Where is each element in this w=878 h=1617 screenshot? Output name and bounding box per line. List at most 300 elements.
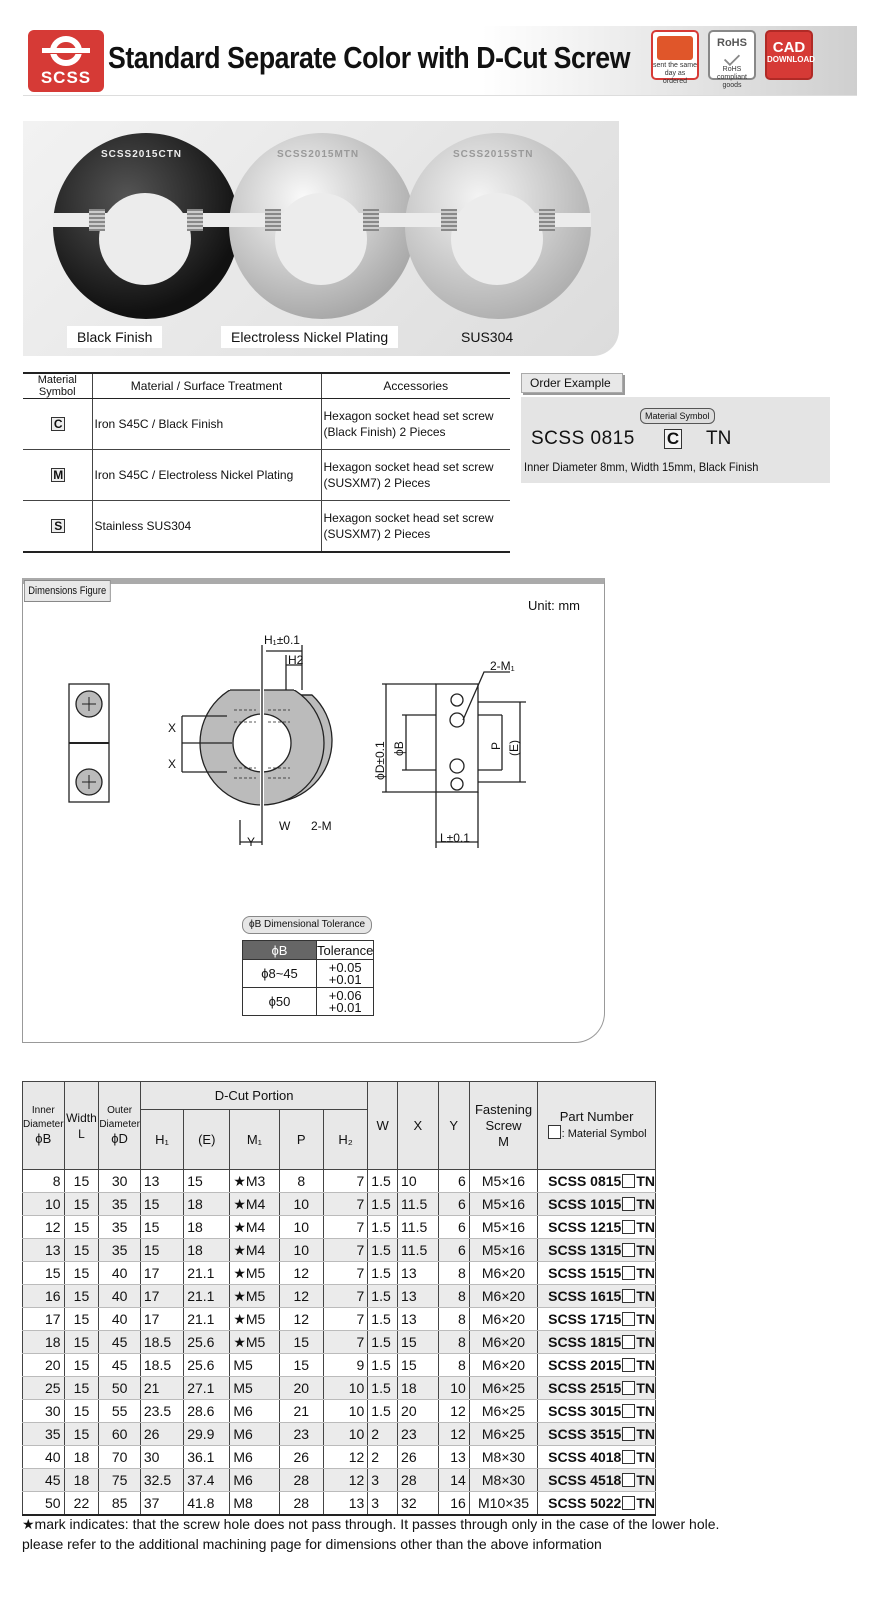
cell-p: 21 [279, 1400, 323, 1423]
dim-w: W [279, 819, 291, 833]
cell-b: 25 [23, 1377, 65, 1400]
cell-e: 36.1 [184, 1446, 230, 1469]
rohs-label: RoHS [717, 37, 747, 49]
cell-h1: 32.5 [140, 1469, 183, 1492]
col-h2: H₂ [323, 1110, 367, 1170]
cell-d: 40 [99, 1262, 141, 1285]
dim-d: ϕD±0.1 [373, 741, 387, 780]
cell-p: 26 [279, 1446, 323, 1469]
cell-b: 20 [23, 1354, 65, 1377]
scss-logo [28, 30, 104, 92]
logo-bar [42, 48, 90, 53]
cell-y: 6 [438, 1193, 469, 1216]
cell-d: 30 [99, 1170, 141, 1193]
cell-screw: M5×16 [469, 1193, 537, 1216]
cell-l: 15 [64, 1400, 99, 1423]
cell-screw: M6×25 [469, 1377, 537, 1400]
material-cell: Stainless SUS304 [92, 501, 321, 552]
cell-d: 85 [99, 1492, 141, 1515]
cell-h1: 15 [140, 1193, 183, 1216]
cell-p: 10 [279, 1216, 323, 1239]
cell-e: 27.1 [184, 1377, 230, 1400]
col-material-symbol: Material Symbol [23, 373, 92, 399]
cell-b: 12 [23, 1216, 65, 1239]
cell-y: 8 [438, 1354, 469, 1377]
cell-p: 8 [279, 1170, 323, 1193]
cell-w: 3 [368, 1492, 398, 1515]
cell-l: 15 [64, 1239, 99, 1262]
page-title: Standard Separate Color with D-Cut Screw [108, 40, 631, 75]
cad-download-button[interactable] [765, 30, 813, 80]
cell-w: 1.5 [368, 1193, 398, 1216]
cell-m1: ★M3 [230, 1170, 279, 1193]
cell-w: 1.5 [368, 1354, 398, 1377]
cell-x: 20 [398, 1400, 438, 1423]
table-row [23, 1331, 656, 1354]
cell-w: 1.5 [368, 1239, 398, 1262]
cell-w: 2 [368, 1423, 398, 1446]
table-row [23, 1492, 656, 1515]
symbol-box [622, 1312, 635, 1326]
cell-h1: 30 [140, 1446, 183, 1469]
cell-y: 12 [438, 1423, 469, 1446]
cell-b: 50 [23, 1492, 65, 1515]
cell-m1: M6 [230, 1423, 279, 1446]
cell-x: 15 [398, 1331, 438, 1354]
engraving-black: SCSS2015CTN [101, 149, 183, 160]
cell-e: 28.6 [184, 1400, 230, 1423]
cell-p: 20 [279, 1377, 323, 1400]
engraving-sus: SCSS2015STN [453, 149, 534, 160]
order-symbol-label: Material Symbol [640, 408, 715, 424]
cell-screw: M6×20 [469, 1308, 537, 1331]
cell-e: 18 [184, 1239, 230, 1262]
cell-part-number: SCSS 3015 TN [538, 1400, 656, 1423]
cell-d: 50 [99, 1377, 141, 1400]
cell-h1: 23.5 [140, 1400, 183, 1423]
dim-m: 2-M [311, 819, 332, 833]
cell-h1: 18.5 [140, 1331, 183, 1354]
cell-part-number: SCSS 1815 TN [538, 1331, 656, 1354]
cell-h2: 10 [323, 1400, 367, 1423]
cell-x: 11.5 [398, 1216, 438, 1239]
table-row [23, 1423, 656, 1446]
cell-w: 2 [368, 1446, 398, 1469]
cell-d: 35 [99, 1239, 141, 1262]
cell-x: 13 [398, 1262, 438, 1285]
table-row [23, 1354, 656, 1377]
cell-y: 8 [438, 1308, 469, 1331]
cell-h2: 13 [323, 1492, 367, 1515]
cell-part-number: SCSS 0815 TN [538, 1170, 656, 1193]
symbol-box [622, 1404, 635, 1418]
table-row [23, 1308, 656, 1331]
cell-h2: 7 [323, 1308, 367, 1331]
cell-m1: M8 [230, 1492, 279, 1515]
collar-black [53, 133, 239, 323]
cell-e: 37.4 [184, 1469, 230, 1492]
order-example-tag: Order Example [521, 373, 623, 393]
dim-m1: 2-M₁ [490, 659, 515, 673]
cell-e: 29.9 [184, 1423, 230, 1446]
table-row [23, 1377, 656, 1400]
cell-x: 26 [398, 1446, 438, 1469]
col-w: W [368, 1082, 398, 1170]
cell-b: 45 [23, 1469, 65, 1492]
collar-sus [405, 133, 591, 323]
cell-l: 15 [64, 1423, 99, 1446]
table-row [23, 1170, 656, 1193]
cell-b: 40 [23, 1446, 65, 1469]
note-machining: please refer to the additional machining page for dimensions other than the above information [22, 1536, 602, 1552]
cell-p: 28 [279, 1469, 323, 1492]
cell-y: 8 [438, 1285, 469, 1308]
cell-y: 6 [438, 1170, 469, 1193]
dim-h2: H2 [288, 653, 304, 667]
col-outer: Outer Diameter ϕD [99, 1082, 141, 1170]
spec-table [22, 1081, 656, 1516]
tol-range: ϕ50 [243, 988, 317, 1016]
cell-w: 1.5 [368, 1331, 398, 1354]
symbol-box [622, 1220, 635, 1234]
table-row [23, 1193, 656, 1216]
tolerance-row: ϕ50 +0.06 +0.01 [243, 988, 374, 1016]
logo-text: SCSS [40, 68, 92, 87]
symbol-box [622, 1450, 635, 1464]
cell-h1: 21 [140, 1377, 183, 1400]
col-screw: Fastening Screw M [469, 1082, 537, 1170]
symbol-badge: S [51, 519, 65, 533]
cell-l: 18 [64, 1446, 99, 1469]
cell-b: 30 [23, 1400, 65, 1423]
table-row [23, 1285, 656, 1308]
symbol-box [622, 1289, 635, 1303]
symbol-box [622, 1266, 635, 1280]
cell-d: 45 [99, 1331, 141, 1354]
cell-l: 15 [64, 1193, 99, 1216]
cell-h2: 10 [323, 1377, 367, 1400]
cell-screw: M6×25 [469, 1400, 537, 1423]
cell-part-number: SCSS 1215 TN [538, 1216, 656, 1239]
cell-e: 21.1 [184, 1308, 230, 1331]
cell-y: 8 [438, 1262, 469, 1285]
cell-y: 16 [438, 1492, 469, 1515]
symbol-box [622, 1174, 635, 1188]
accessories-cell: Hexagon socket head set screw (SUSXM7) 2 Pieces [321, 501, 510, 552]
cell-y: 10 [438, 1377, 469, 1400]
cell-w: 1.5 [368, 1216, 398, 1239]
cell-p: 23 [279, 1423, 323, 1446]
cell-y: 6 [438, 1239, 469, 1262]
cell-l: 15 [64, 1170, 99, 1193]
cell-w: 1.5 [368, 1285, 398, 1308]
cell-part-number: SCSS 1715 TN [538, 1308, 656, 1331]
material-row [23, 501, 510, 552]
col-e: (E) [184, 1110, 230, 1170]
dim-x2: X [168, 757, 177, 771]
material-row [23, 450, 510, 501]
cad-sub: DOWNLOAD [767, 55, 815, 64]
material-cell: Iron S45C / Black Finish [92, 399, 321, 450]
dim-e: (E) [507, 740, 521, 756]
tolerance-table [242, 940, 374, 1016]
cell-h2: 12 [323, 1469, 367, 1492]
symbol-box [622, 1358, 635, 1372]
cell-b: 35 [23, 1423, 65, 1446]
cell-screw: M6×20 [469, 1331, 537, 1354]
cell-part-number: SCSS 2015 TN [538, 1354, 656, 1377]
cell-screw: M5×16 [469, 1216, 537, 1239]
cell-p: 12 [279, 1262, 323, 1285]
cell-screw: M8×30 [469, 1469, 537, 1492]
cell-screw: M6×25 [469, 1423, 537, 1446]
cell-b: 10 [23, 1193, 65, 1216]
cell-e: 21.1 [184, 1262, 230, 1285]
cell-h2: 7 [323, 1331, 367, 1354]
cell-e: 21.1 [184, 1285, 230, 1308]
engraving-nickel: SCSS2015MTN [277, 149, 360, 160]
cell-h2: 7 [323, 1262, 367, 1285]
col-m1: M₁ [230, 1110, 279, 1170]
tolerance-row: ϕ8~45 +0.05 +0.01 [243, 960, 374, 988]
cad-label: CAD [772, 39, 806, 56]
cell-y: 13 [438, 1446, 469, 1469]
symbol-badge: C [51, 417, 65, 431]
cell-l: 15 [64, 1331, 99, 1354]
cell-d: 35 [99, 1216, 141, 1239]
cell-d: 70 [99, 1446, 141, 1469]
col-width: Width L [64, 1082, 99, 1170]
material-cell: Iron S45C / Electroless Nickel Plating [92, 450, 321, 501]
note-star: ★mark indicates: that the screw hole does not pass through. It passes through only in the case of the lower hole. [22, 1516, 720, 1532]
dim-h1: H₁±0.1 [264, 633, 300, 647]
cell-d: 60 [99, 1423, 141, 1446]
cell-e: 15 [184, 1170, 230, 1193]
material-row [23, 399, 510, 450]
cell-screw: M5×16 [469, 1170, 537, 1193]
cell-h1: 17 [140, 1308, 183, 1331]
cell-m1: ★M5 [230, 1308, 279, 1331]
cell-m1: ★M4 [230, 1216, 279, 1239]
symbol-box [622, 1243, 635, 1257]
cell-l: 15 [64, 1377, 99, 1400]
cell-p: 10 [279, 1239, 323, 1262]
cell-x: 15 [398, 1354, 438, 1377]
cell-m1: M6 [230, 1446, 279, 1469]
dim-x: X [168, 721, 177, 735]
dimension-drawing [22, 620, 582, 860]
cell-part-number: SCSS 1515 TN [538, 1262, 656, 1285]
cell-w: 1.5 [368, 1400, 398, 1423]
col-p: P [279, 1110, 323, 1170]
order-suffix: TN [706, 428, 732, 449]
cell-x: 23 [398, 1423, 438, 1446]
dim-p: P [489, 741, 503, 750]
cell-l: 15 [64, 1285, 99, 1308]
symbol-box [622, 1427, 635, 1441]
dim-b: ϕB [392, 741, 406, 756]
material-table [23, 372, 510, 553]
photo-label-black: Black Finish [67, 326, 162, 348]
col-h1: H₁ [140, 1110, 183, 1170]
tol-range: ϕ8~45 [243, 960, 317, 988]
cell-l: 15 [64, 1308, 99, 1331]
cell-b: 16 [23, 1285, 65, 1308]
col-dcut: D-Cut Portion [140, 1082, 367, 1110]
cell-h1: 15 [140, 1216, 183, 1239]
rohs-badge[interactable] [708, 30, 756, 89]
cell-p: 15 [279, 1331, 323, 1354]
dim-l: L±0.1 [440, 831, 470, 845]
tol-col-b: ϕB [243, 941, 317, 960]
accessories-cell: Hexagon socket head set screw (SUSXM7) 2 Pieces [321, 450, 510, 501]
cell-part-number: SCSS 2515 TN [538, 1377, 656, 1400]
cell-e: 25.6 [184, 1331, 230, 1354]
same-day-label: sent the same day as ordered [653, 62, 697, 85]
cell-m1: M6 [230, 1469, 279, 1492]
col-accessories: Accessories [321, 373, 510, 399]
cell-d: 55 [99, 1400, 141, 1423]
symbol-box [622, 1197, 635, 1211]
cell-m1: ★M5 [230, 1262, 279, 1285]
spec-table-body [23, 1170, 656, 1515]
cell-h1: 26 [140, 1423, 183, 1446]
cell-h2: 7 [323, 1193, 367, 1216]
cell-e: 41.8 [184, 1492, 230, 1515]
cell-x: 18 [398, 1377, 438, 1400]
symbol-box [622, 1473, 635, 1487]
checkmark-icon [724, 50, 740, 66]
same-day-badge[interactable] [651, 30, 699, 85]
cell-part-number: SCSS 1015 TN [538, 1193, 656, 1216]
cell-w: 1.5 [368, 1308, 398, 1331]
cell-part-number: SCSS 1615 TN [538, 1285, 656, 1308]
cell-b: 18 [23, 1331, 65, 1354]
cell-x: 13 [398, 1285, 438, 1308]
table-row [23, 1216, 656, 1239]
cell-part-number: SCSS 1315 TN [538, 1239, 656, 1262]
cell-h2: 10 [323, 1423, 367, 1446]
cell-d: 45 [99, 1354, 141, 1377]
cell-screw: M6×20 [469, 1354, 537, 1377]
order-symbol: C [664, 429, 682, 449]
cell-m1: ★M4 [230, 1193, 279, 1216]
cell-y: 8 [438, 1331, 469, 1354]
cell-m1: M5 [230, 1377, 279, 1400]
cell-d: 75 [99, 1469, 141, 1492]
cell-part-number: SCSS 5022 TN [538, 1492, 656, 1515]
cell-l: 15 [64, 1216, 99, 1239]
order-description: Inner Diameter 8mm, Width 15mm, Black Finish [524, 460, 759, 474]
cell-l: 15 [64, 1262, 99, 1285]
cell-m1: M5 [230, 1354, 279, 1377]
cell-h2: 7 [323, 1170, 367, 1193]
cell-y: 14 [438, 1469, 469, 1492]
cell-l: 22 [64, 1492, 99, 1515]
cell-m1: ★M5 [230, 1331, 279, 1354]
photo-label-nickel: Electroless Nickel Plating [221, 326, 398, 348]
rohs-sub: RoHS compliant goods [717, 66, 747, 89]
cell-e: 25.6 [184, 1354, 230, 1377]
cell-d: 40 [99, 1308, 141, 1331]
cell-x: 11.5 [398, 1239, 438, 1262]
cell-h1: 13 [140, 1170, 183, 1193]
col-y: Y [438, 1082, 469, 1170]
table-row [23, 1262, 656, 1285]
table-row [23, 1446, 656, 1469]
tol-col-tol: Tolerance [317, 942, 374, 958]
unit-label: Unit: mm [528, 598, 580, 613]
cell-w: 1.5 [368, 1262, 398, 1285]
dim-y: Y [247, 835, 256, 849]
cell-e: 18 [184, 1193, 230, 1216]
cell-screw: M8×30 [469, 1446, 537, 1469]
cell-y: 6 [438, 1216, 469, 1239]
collar-nickel [229, 133, 415, 323]
cell-d: 40 [99, 1285, 141, 1308]
cell-p: 28 [279, 1492, 323, 1515]
cell-m1: M6 [230, 1400, 279, 1423]
cell-part-number: SCSS 4018 TN [538, 1446, 656, 1469]
cell-screw: M6×20 [469, 1285, 537, 1308]
cell-d: 35 [99, 1193, 141, 1216]
cell-h1: 17 [140, 1262, 183, 1285]
cell-h1: 17 [140, 1285, 183, 1308]
cell-b: 15 [23, 1262, 65, 1285]
symbol-box [622, 1335, 635, 1349]
table-row [23, 1469, 656, 1492]
cell-l: 18 [64, 1469, 99, 1492]
cell-h2: 7 [323, 1216, 367, 1239]
cell-h2: 7 [323, 1285, 367, 1308]
cell-h1: 18.5 [140, 1354, 183, 1377]
photo-label-sus: SUS304 [461, 329, 514, 345]
tolerance-tag: ϕB Dimensional Tolerance [242, 916, 372, 934]
cell-part-number: SCSS 3515 TN [538, 1423, 656, 1446]
cell-screw: M10×35 [469, 1492, 537, 1515]
product-photo [23, 121, 619, 356]
cell-p: 10 [279, 1193, 323, 1216]
col-material: Material / Surface Treatment [92, 373, 321, 399]
order-code: SCSS 0815 [531, 428, 635, 449]
symbol-box [622, 1496, 635, 1510]
cell-h1: 15 [140, 1239, 183, 1262]
cell-l: 15 [64, 1354, 99, 1377]
cell-b: 17 [23, 1308, 65, 1331]
cell-x: 32 [398, 1492, 438, 1515]
col-x: X [398, 1082, 438, 1170]
cell-x: 28 [398, 1469, 438, 1492]
cell-screw: M5×16 [469, 1239, 537, 1262]
cell-m1: ★M5 [230, 1285, 279, 1308]
cell-h1: 37 [140, 1492, 183, 1515]
cell-x: 13 [398, 1308, 438, 1331]
truck-icon [657, 36, 693, 60]
cell-p: 12 [279, 1308, 323, 1331]
table-row [23, 1239, 656, 1262]
cell-y: 12 [438, 1400, 469, 1423]
cell-m1: ★M4 [230, 1239, 279, 1262]
col-part: Part Number : Material Symbol [538, 1082, 656, 1170]
cell-p: 15 [279, 1354, 323, 1377]
cell-h2: 12 [323, 1446, 367, 1469]
dimensions-tag: Dimensions Figure [24, 580, 110, 602]
cell-b: 13 [23, 1239, 65, 1262]
accessories-cell: Hexagon socket head set screw (Black Finish) 2 Pieces [321, 399, 510, 450]
symbol-box [622, 1381, 635, 1395]
cell-w: 1.5 [368, 1170, 398, 1193]
cell-x: 10 [398, 1170, 438, 1193]
